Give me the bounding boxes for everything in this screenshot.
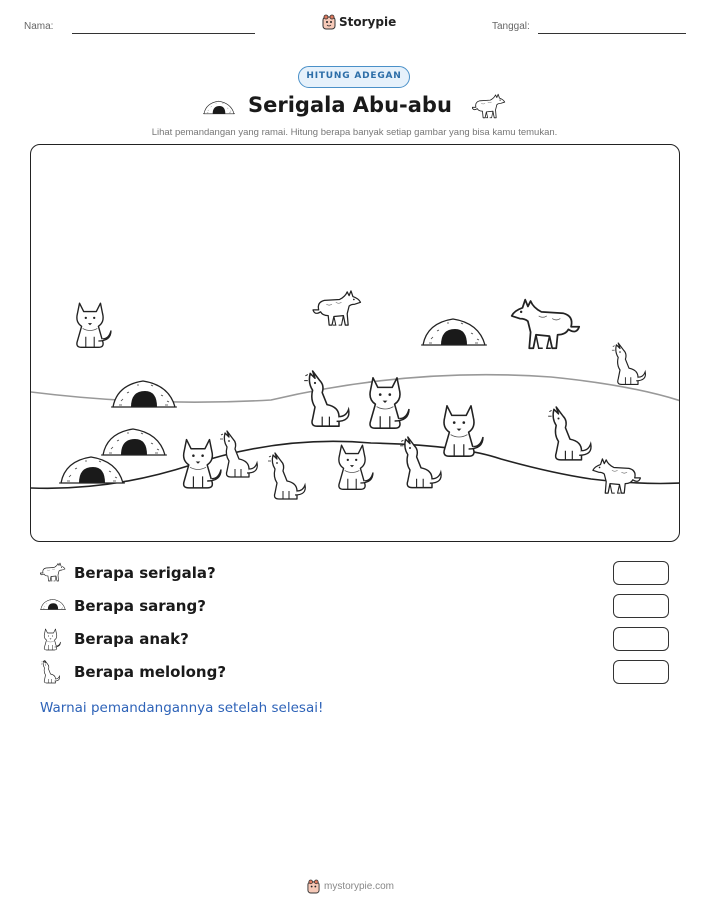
counting-scene[interactable] (30, 144, 680, 542)
footer (307, 879, 394, 894)
den-icon (111, 381, 177, 407)
pup-icon (184, 440, 221, 488)
storypie-mascot-icon (322, 14, 336, 30)
den-icon (40, 597, 66, 611)
question-text: Berapa sarang? (74, 597, 206, 615)
question-text: Berapa serigala? (74, 564, 216, 582)
pup-icon (77, 303, 111, 347)
question-text: Berapa melolong? (74, 663, 227, 681)
answer-box[interactable] (613, 594, 669, 618)
wolf-icon (593, 459, 641, 493)
pup-icon (339, 445, 373, 489)
howling-wolf-icon (268, 453, 305, 499)
question-row (40, 627, 670, 653)
question-row (40, 594, 670, 620)
pup-icon (40, 627, 62, 651)
coloring-instruction: Warnai pemandangannya setelah selesai! (40, 700, 324, 716)
den-icon (421, 319, 487, 345)
howling-wolf-icon (220, 431, 257, 477)
answer-box[interactable] (613, 561, 669, 585)
worksheet-header (0, 14, 709, 40)
brand-logo (322, 14, 396, 30)
name-label: Nama: (24, 21, 54, 32)
answer-box[interactable] (613, 627, 669, 651)
page-title: Serigala Abu-abu (248, 93, 452, 117)
pup-icon (370, 378, 409, 428)
howling-wolf-icon (548, 407, 591, 460)
brand-name: Storypie (339, 15, 397, 29)
question-row (40, 660, 670, 686)
storypie-mascot-icon (307, 879, 320, 894)
question-row (40, 561, 670, 587)
date-label: Tanggal: (492, 21, 530, 32)
date-field[interactable] (538, 33, 686, 34)
den-icon (59, 457, 125, 483)
wolf-icon (512, 300, 580, 349)
activity-badge: HITUNG ADEGAN (298, 66, 410, 88)
scene-illustration (31, 145, 680, 542)
howling-wolf-icon (304, 371, 349, 426)
wolf-icon (40, 561, 66, 583)
title-row (0, 91, 709, 123)
howling-wolf-icon (612, 343, 646, 384)
question-text: Berapa anak? (74, 630, 189, 648)
footer-url: mystorypie.com (324, 881, 395, 892)
answer-box[interactable] (613, 660, 669, 684)
den-icon (101, 429, 167, 455)
instructions: Lihat pemandangan yang ramai. Hitung berapa banyak setiap gambar yang bisa kamu temukan. (151, 127, 558, 138)
name-field[interactable] (72, 33, 255, 34)
howling-wolf-icon (40, 660, 62, 684)
wolf-icon (472, 91, 506, 121)
wolf-icon (313, 291, 361, 325)
pup-icon (444, 406, 483, 456)
den-icon (203, 98, 235, 116)
